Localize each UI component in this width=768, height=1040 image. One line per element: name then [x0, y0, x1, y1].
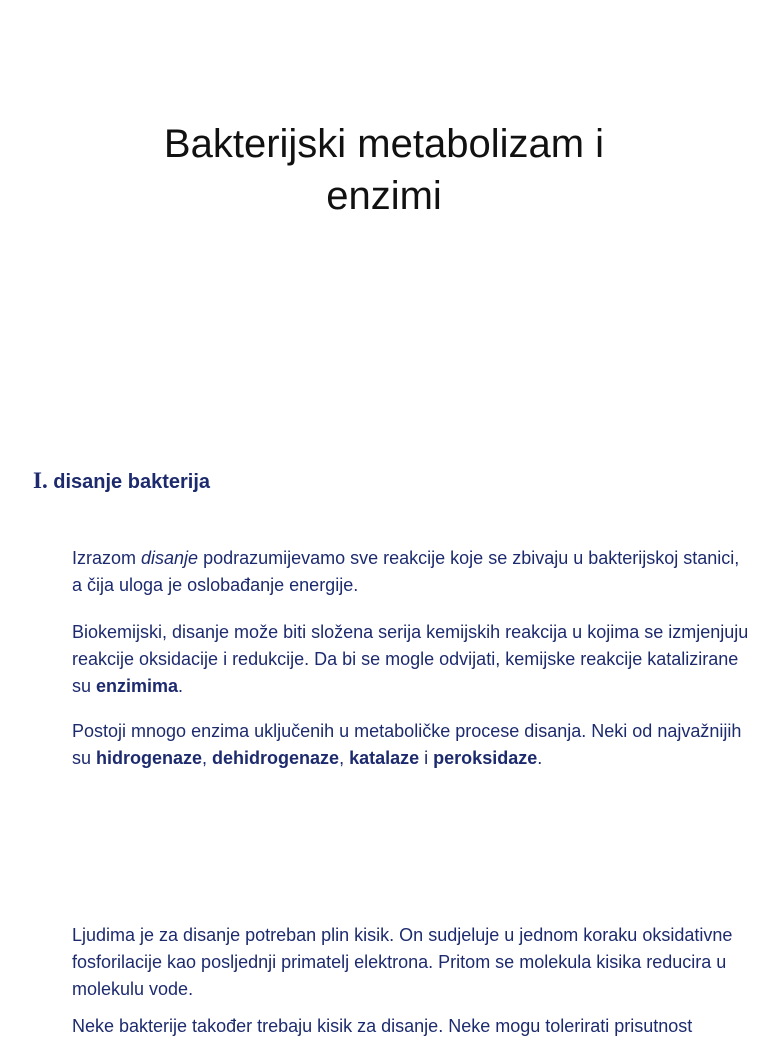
section-heading: [33, 466, 210, 497]
paragraph-enzymes: [72, 718, 752, 772]
text-run: ,: [339, 748, 350, 768]
title-line-2: enzimi: [326, 174, 442, 218]
bold-term: dehidrogenaze: [212, 748, 340, 768]
text-run: Postoji mnogo enzima uključenih u metaboličke procese disanja. Neki od najvažnijih su: [72, 721, 742, 768]
text-run: i: [419, 748, 434, 768]
paragraph-definition: [72, 545, 752, 599]
section-heading-text: disanje bakterija: [53, 471, 211, 493]
paragraph-human-respiration: Ljudima je za disanje potreban plin kisik. On sudjeluje u jednom koraku oksidativne fosforilacije kao posljednji primatelj elektrona. Pritom se molekula kisika reducira u molekulu vode.: [72, 925, 733, 999]
document-title: [0, 118, 768, 222]
paragraph-biochemistry: [72, 619, 752, 700]
text-run: Izrazom: [72, 548, 142, 568]
bold-term: hidrogenaze: [96, 748, 203, 768]
text-run: podrazumijevamo sve reakcije koje se zbivaju u bakterijskoj stanici, a čija uloga je oslobađanje energije.: [72, 548, 740, 595]
bold-term: katalaze: [349, 748, 420, 768]
text-run: Biokemijski, disanje može biti složena serija kemijskih reakcija u kojima se izmjenjuju reakcije oksidacije i redukcije. Da bi se mogle odvijati, kemijske reakcije katalizirane su: [72, 622, 749, 696]
text-run: ,: [202, 748, 213, 768]
text-run: .: [178, 676, 184, 696]
italic-term: disanje: [141, 548, 199, 568]
title-line-1: Bakterijski metabolizam i: [163, 122, 605, 166]
bold-term: peroksidaze: [433, 748, 538, 768]
text-run: .: [537, 748, 543, 768]
paragraph-bacteria-oxygen: Neke bakterije također trebaju kisik za disanje. Neke mogu tolerirati prisutnost: [72, 1016, 693, 1036]
section-numeral: I.: [33, 468, 48, 493]
bold-term: enzimima: [96, 676, 179, 696]
